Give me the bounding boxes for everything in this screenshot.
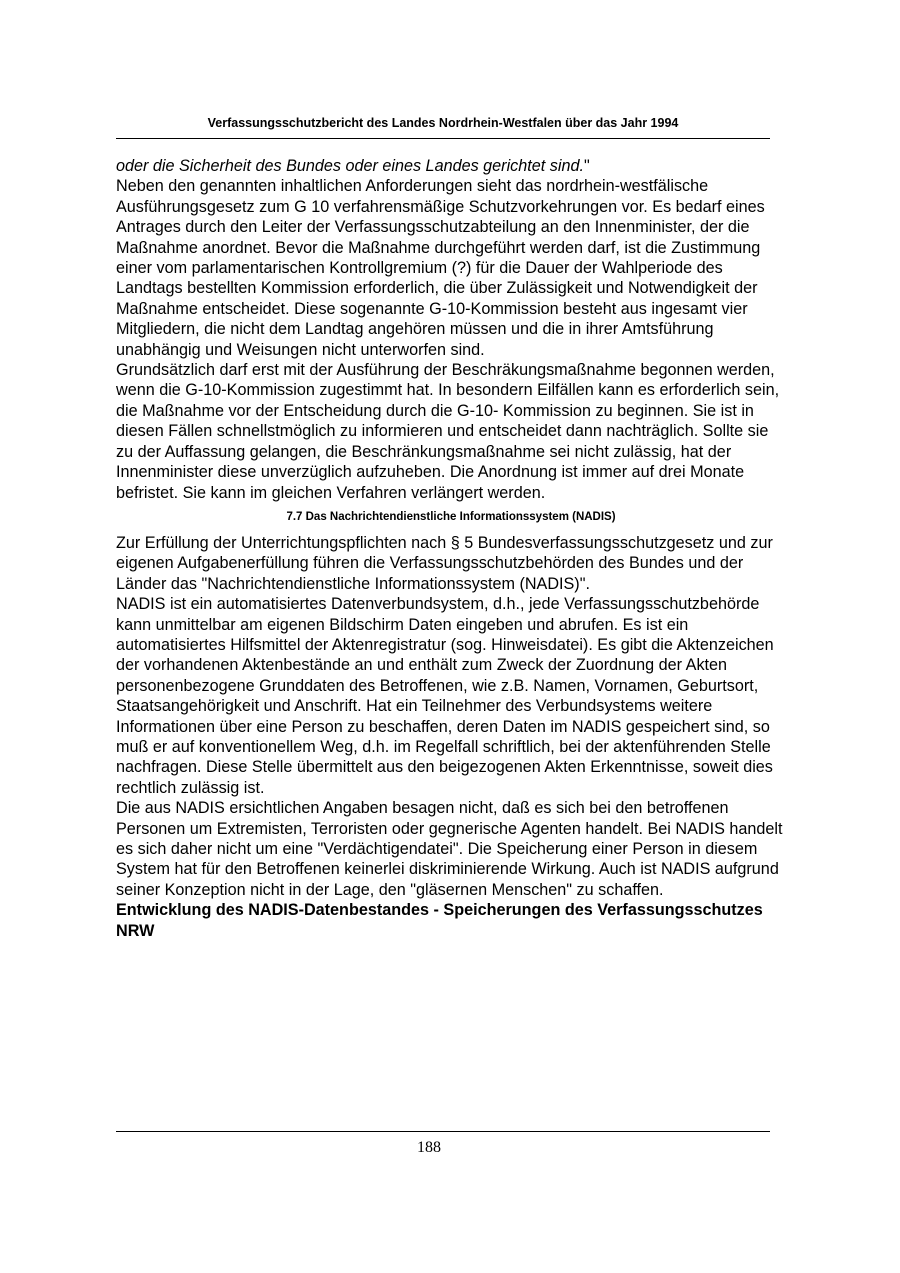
header-divider [116, 138, 770, 139]
quote-continuation [116, 156, 786, 176]
paragraph-nadis-meaning: Die aus NADIS ersichtlichen Angaben besagen nicht, daß es sich bei den betroffenen Personen um Extremisten, Terroristen oder gegnerische Agenten handelt. Bei NADIS handelt es sich daher nicht um eine "Verdächtigendatei". Die Speicherung einer Person in diesem System hat für den Betroffenen keinerlei diskriminierende Wirkung. Auch ist NADIS aufgrund seiner Konzeption nicht in der Lage, den "gläsernen Menschen" zu schaffen. [116, 799, 783, 899]
page-header: Verfassungsschutzbericht des Landes Nordrhein-Westfalen über das Jahr 1994 [207, 116, 679, 130]
footer-divider [116, 1131, 770, 1132]
paragraph-nadis-intro: Zur Erfüllung der Unterrichtungspflichten nach § 5 Bundesverfassungsschutzgesetz und zur eigenen Aufgabenerfüllung führen die Verfassungsschutzbehörden des Bundes und der Länder das "Nachrichtendienstliche Informationssystem (NADIS)". [116, 533, 773, 593]
paragraph-nadis-description: NADIS ist ein automatisiertes Datenverbundsystem, d.h., jede Verfassungsschutzbehörde kann unmittelbar am eigenen Bildschirm Daten eingeben und abrufen. Es ist ein automatisiertes Hilfsmittel der Aktenregistratur (sog. Hinweisdatei). Es gibt die Aktenzeichen der vorhandenen Aktenbestände an und enthält zum Zweck der Zuordnung der Akten personenbezogene Grunddaten des Betroffenen, wie z.B. Namen, Vornamen, Geburtsort, Staatsangehörigkeit und Anschrift. Hat ein Teilnehmer des Verbundsystems weitere Informationen über eine Person zu beschaffen, deren Daten im NADIS gespeichert sind, so muß er auf konventionellem Weg, d.h. im Regelfall schriftlich, bei der aktenführenden Stelle nachfragen. Diese Stelle übermittelt aus den beigezogenen Akten Erkenntnisse, soweit dies rechtlich zulässig ist. [116, 595, 774, 797]
paragraph-g10-requirements: Neben den genannten inhaltlichen Anforderungen sieht das nordrhein-westfälische Ausführungsgesetz zum G 10 verfahrensmäßige Schutzvorkehrungen vor. Es bedarf eines Antrages durch den Leiter der Verfassungsschutzabteilung an den Innenminister, der die Maßnahme anordnet. Bevor die Maßnahme durchgeführt werden darf, ist die Zustimmung einer vom parlamentarischen Kontrollgremium (?) für die Dauer der Wahlperiode des Landtags bestellten Kommission erforderlich, die über Zulässigkeit und Notwendigkeit der Maßnahme entscheidet. Diese sogenannte G-10-Kommission besteht aus ingesamt vier Mitgliedern, die nicht dem Landtag angehören müssen und die in ihrer Amtsführung unabhängig und Weisungen nicht unterworfen sind. [116, 177, 765, 359]
bold-heading-nadis-data: Entwicklung des NADIS-Datenbestandes - Speicherungen des Verfassungsschutzes NRW [116, 901, 763, 940]
section-heading-nadis: 7.7 Das Nachrichtendienstliche Informationssystem (NADIS) [286, 510, 616, 523]
document-body [116, 156, 786, 941]
paragraph-g10-procedure: Grundsätzlich darf erst mit der Ausführung der Beschräkungsmaßnahme begonnen werden, wenn die G-10-Kommission zugestimmt hat. In besondern Eilfällen kann es erforderlich sein, die Maßnahme vor der Entscheidung durch die G-10- Kommission zu beginnen. Sie ist in diesen Fällen schnellstmöglich zu informieren und entscheidet dann nachträglich. Sollte sie zu der Auffassung gelangen, die Beschränkungsmaßnahme sei nicht zulässig, hat der Innenminister diese unverzüglich aufzuheben. Die Anordnung ist immer auf drei Monate befristet. Sie kann im gleichen Verfahren verlängert werden. [116, 361, 780, 502]
quote-mark: " [583, 157, 590, 175]
page-number: 188 [417, 1139, 441, 1156]
quote-italic-text: oder die Sicherheit des Bundes oder eines Landes gerichtet sind. [116, 157, 584, 175]
